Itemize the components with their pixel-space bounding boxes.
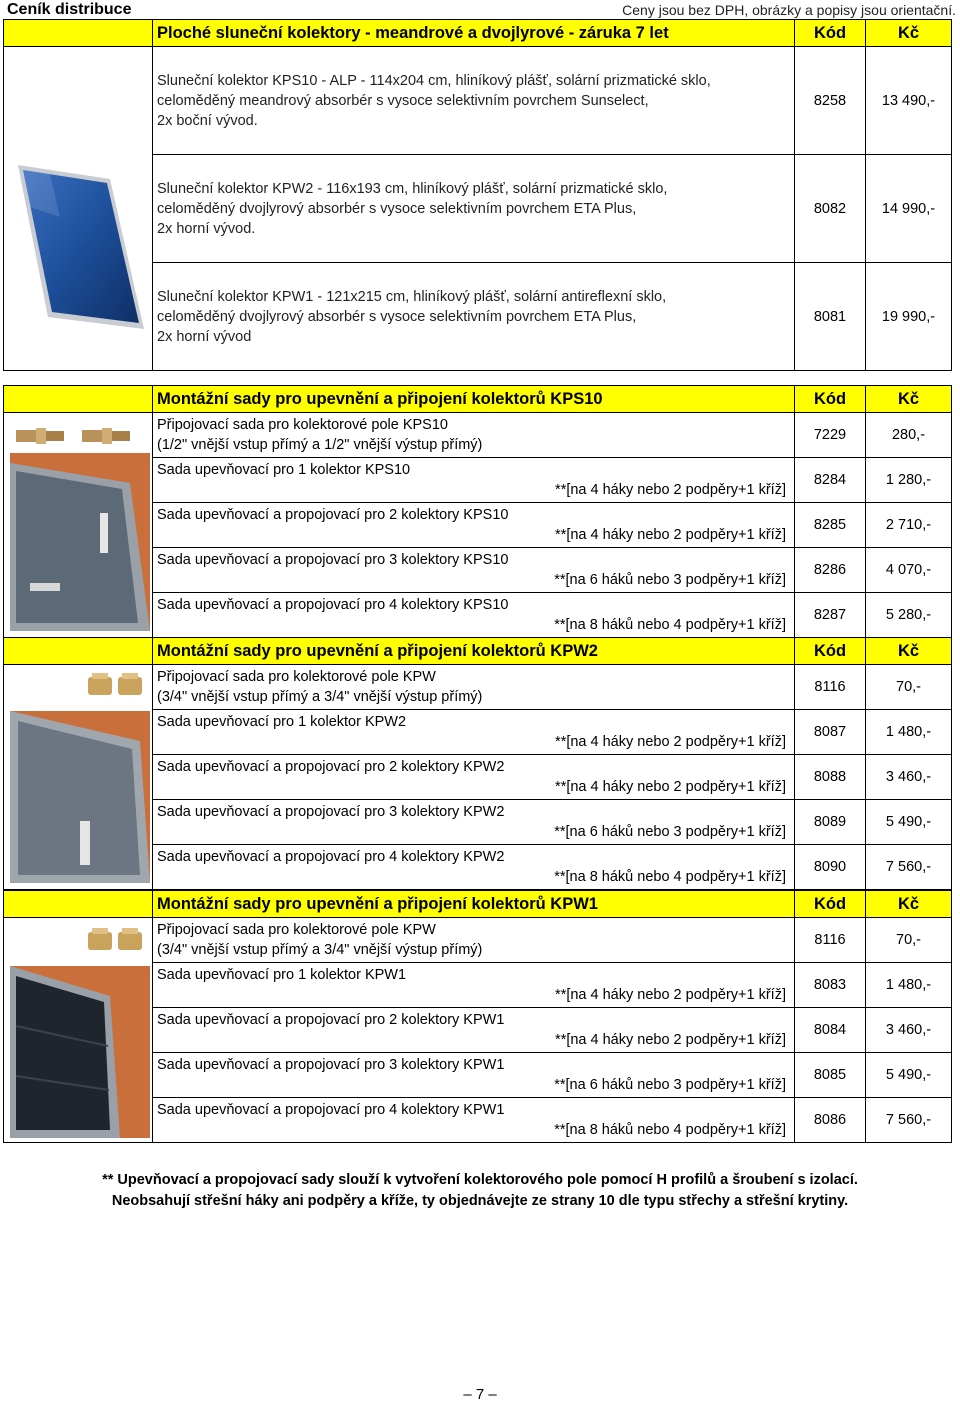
description-line: **[na 6 háků nebo 3 podpěry+1 kříž] (554, 824, 786, 840)
description-line: **[na 4 háky nebo 2 podpěry+1 kříž] (555, 1032, 786, 1048)
footnote-line: ** Upevňovací a propojovací sady slouží k vytvoření kolektorového pole pomocí H profilů a šroubení s izolací. (102, 1172, 858, 1188)
product-code: 8090 (795, 845, 866, 890)
description-line: Sluneční kolektor KPW1 - 121x215 cm, hliníkový plášť, solární antireflexní sklo, (157, 288, 667, 305)
section-title: Montážní sady pro upevnění a připojení kolektorů KPS10 (153, 386, 795, 413)
product-description (153, 845, 795, 890)
page-number: – 7 – (463, 1386, 497, 1403)
product-code: 7229 (795, 413, 866, 458)
brand-title: Ceník distribuce (7, 1, 132, 18)
description-line: 2x horní vývod. (157, 220, 256, 237)
description-line: **[na 4 háky nebo 2 podpěry+1 kříž] (555, 779, 786, 795)
kpw2-mounting-table (3, 637, 952, 890)
top-bar (0, 0, 960, 20)
product-price: 5 280,- (866, 593, 952, 638)
description-line: Sada upevňovací a propojovací pro 3 kolektory KPS10 (157, 552, 509, 568)
description-line: **[na 8 háků nebo 4 podpěry+1 kříž] (554, 617, 786, 633)
section-title: Montážní sady pro upevnění a připojení kolektorů KPW2 (153, 638, 795, 665)
description-line: Připojovací sada pro kolektorové pole KPS10 (157, 417, 448, 433)
product-description (153, 665, 795, 710)
product-price: 70,- (866, 665, 952, 710)
description-line: Sada upevňovací pro 1 kolektor KPW1 (157, 967, 407, 983)
header-image-cell (4, 638, 153, 665)
kod-column-header: Kód (795, 638, 866, 665)
product-price: 4 070,- (866, 548, 952, 593)
mounting-photo-icon (10, 711, 150, 883)
product-description (153, 503, 795, 548)
product-code: 8087 (795, 710, 866, 755)
header-image-cell (4, 891, 153, 918)
section-header (4, 891, 952, 918)
product-price: 7 560,- (866, 845, 952, 890)
description-line: Připojovací sada pro kolektorové pole KPW (157, 922, 436, 938)
mounting-photo-icon (10, 966, 150, 1138)
product-description (153, 755, 795, 800)
product-code: 8081 (795, 263, 866, 371)
price-column-header: Kč (866, 891, 952, 918)
description-line: 2x horní vývod (157, 328, 252, 345)
product-description (153, 963, 795, 1008)
product-price: 1 280,- (866, 458, 952, 503)
product-description (153, 413, 795, 458)
description-line: celoměděný dvojlyrový absorbér s vysoce selektivním povrchem ETA Plus, (157, 200, 637, 217)
product-price: 280,- (866, 413, 952, 458)
description-line: Sada upevňovací a propojovací pro 2 kolektory KPS10 (157, 507, 509, 523)
product-code: 8258 (795, 47, 866, 155)
product-price: 19 990,- (866, 263, 952, 371)
product-description (153, 1008, 795, 1053)
product-code: 8082 (795, 155, 866, 263)
product-description (153, 155, 795, 263)
product-code: 8088 (795, 755, 866, 800)
footnote-line: Neobsahují střešní háky ani podpěry a kříže, ty objednávejte ze strany 10 dle typu střechy a střešní krytiny. (111, 1193, 849, 1209)
description-line: Sada upevňovací a propojovací pro 4 kolektory KPS10 (157, 597, 509, 613)
table-row (4, 665, 952, 710)
table-row (4, 47, 952, 155)
description-line: (3/4" vnější vstup přímý a 3/4" vnější výstup přímý) (157, 689, 483, 705)
product-code: 8286 (795, 548, 866, 593)
description-line: celoměděný dvojlyrový absorbér s vysoce selektivním povrchem ETA Plus, (157, 308, 637, 325)
collector-image-cell (4, 47, 153, 371)
product-price: 1 480,- (866, 710, 952, 755)
kpw1-image-cell (4, 918, 153, 1143)
product-description (153, 1053, 795, 1098)
description-line: Sada upevňovací a propojovací pro 4 kolektory KPW2 (157, 849, 505, 865)
collectors-table (3, 19, 952, 371)
product-code: 8084 (795, 1008, 866, 1053)
description-line: Sada upevňovací a propojovací pro 2 kolektory KPW2 (157, 759, 505, 775)
table-row (4, 413, 952, 458)
description-line: Sada upevňovací a propojovací pro 3 kolektory KPW2 (157, 804, 505, 820)
description-line: **[na 4 háky nebo 2 podpěry+1 kříž] (555, 527, 786, 543)
product-price: 14 990,- (866, 155, 952, 263)
product-price: 3 460,- (866, 755, 952, 800)
kpw2-image-cell (4, 665, 153, 890)
product-code: 8116 (795, 918, 866, 963)
kod-column-header: Kód (795, 891, 866, 918)
product-description (153, 263, 795, 371)
section-header (4, 20, 952, 47)
description-line: **[na 6 háků nebo 3 podpěry+1 kříž] (554, 1077, 786, 1093)
product-description (153, 800, 795, 845)
table-row (4, 918, 952, 963)
description-line: Sada upevňovací a propojovací pro 3 kolektory KPW1 (157, 1057, 505, 1073)
header-image-cell (4, 20, 153, 47)
price-column-header: Kč (866, 386, 952, 413)
fitting-icon (10, 421, 150, 451)
product-price: 7 560,- (866, 1098, 952, 1143)
product-code: 8083 (795, 963, 866, 1008)
product-code: 8287 (795, 593, 866, 638)
product-description (153, 1098, 795, 1143)
section-title: Montážní sady pro upevnění a připojení kolektorů KPW1 (153, 891, 795, 918)
description-line: **[na 4 háky nebo 2 podpěry+1 kříž] (555, 987, 786, 1003)
product-description (153, 593, 795, 638)
product-price: 5 490,- (866, 1053, 952, 1098)
product-description (153, 710, 795, 755)
description-line: Sada upevňovací pro 1 kolektor KPS10 (157, 462, 411, 478)
product-price: 70,- (866, 918, 952, 963)
description-line: 2x boční vývod. (157, 112, 258, 129)
product-code: 8285 (795, 503, 866, 548)
section-title: Ploché sluneční kolektory - meandrové a dvojlyrové - záruka 7 let (153, 20, 795, 47)
product-code: 8284 (795, 458, 866, 503)
fitting-icon (84, 671, 148, 699)
header-image-cell (4, 386, 153, 413)
product-code: 8089 (795, 800, 866, 845)
description-line: Sada upevňovací a propojovací pro 2 kolektory KPW1 (157, 1012, 505, 1028)
footnote (0, 1170, 960, 1212)
product-code: 8116 (795, 665, 866, 710)
kpw1-mounting-table (3, 890, 952, 1143)
description-line: Připojovací sada pro kolektorové pole KPW (157, 669, 436, 685)
description-line: Sada upevňovací a propojovací pro 4 kolektory KPW1 (157, 1102, 505, 1118)
product-price: 5 490,- (866, 800, 952, 845)
kps10-image-cell (4, 413, 153, 638)
description-line: Sada upevňovací pro 1 kolektor KPW2 (157, 714, 407, 730)
description-line: **[na 6 háků nebo 3 podpěry+1 kříž] (554, 572, 786, 588)
description-line: (3/4" vnější vstup přímý a 3/4" vnější výstup přímý) (157, 942, 483, 958)
product-price: 13 490,- (866, 47, 952, 155)
fitting-icon (84, 926, 148, 954)
product-description (153, 458, 795, 503)
product-price: 1 480,- (866, 963, 952, 1008)
solar-panel-icon (10, 157, 150, 337)
description-line: (1/2" vnější vstup přímý a 1/2" vnější výstup přímý) (157, 437, 483, 453)
mounting-photo-icon (10, 453, 150, 631)
description-line: Sluneční kolektor KPS10 - ALP - 114x204 cm, hliníkový plášť, solární prizmatické sklo, (157, 72, 711, 89)
product-code: 8085 (795, 1053, 866, 1098)
kps10-mounting-table (3, 385, 952, 638)
description-line: celoměděný meandrový absorbér s vysoce selektivním povrchem Sunselect, (157, 92, 649, 109)
description-line: **[na 4 háky nebo 2 podpěry+1 kříž] (555, 482, 786, 498)
section-header (4, 386, 952, 413)
description-line: **[na 4 háky nebo 2 podpěry+1 kříž] (555, 734, 786, 750)
price-note: Ceny jsou bez DPH, obrázky a popisy jsou orientační. (622, 2, 956, 18)
description-line: Sluneční kolektor KPW2 - 116x193 cm, hliníkový plášť, solární prizmatické sklo, (157, 180, 668, 197)
description-line: **[na 8 háků nebo 4 podpěry+1 kříž] (554, 869, 786, 885)
kod-column-header: Kód (795, 386, 866, 413)
price-column-header: Kč (866, 20, 952, 47)
product-price: 3 460,- (866, 1008, 952, 1053)
product-price: 2 710,- (866, 503, 952, 548)
section-header (4, 638, 952, 665)
product-description (153, 918, 795, 963)
product-description (153, 548, 795, 593)
kod-column-header: Kód (795, 20, 866, 47)
price-column-header: Kč (866, 638, 952, 665)
product-description (153, 47, 795, 155)
description-line: **[na 8 háků nebo 4 podpěry+1 kříž] (554, 1122, 786, 1138)
product-code: 8086 (795, 1098, 866, 1143)
